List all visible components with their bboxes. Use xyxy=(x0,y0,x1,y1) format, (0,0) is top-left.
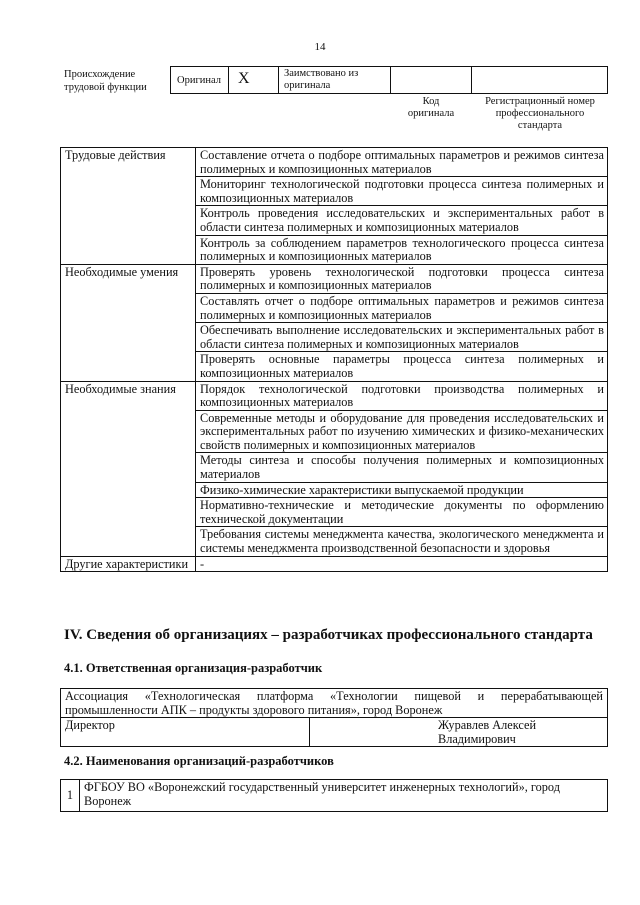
table-row xyxy=(61,718,608,747)
table-row xyxy=(61,381,608,410)
code-caption-line2: оригинала xyxy=(407,108,455,119)
origin-label-line1: Происхождение xyxy=(64,69,136,80)
dev-number: 1 xyxy=(61,780,80,812)
original-mark-cell xyxy=(228,66,279,94)
developers-table xyxy=(60,779,608,812)
subsection-title-responsible: 4.1. Ответственная организация-разработчик xyxy=(64,661,323,675)
list-item: Проверять уровень технологической подготовки процесса синтеза полимерных и композиционных материалов xyxy=(196,264,608,293)
group-label-skills: Необходимые умения xyxy=(61,264,196,381)
director-name: Журавлев Алексей Владимирович xyxy=(310,718,608,747)
list-item: Нормативно-технические и методические документы по оформлению технической документации xyxy=(196,498,608,527)
director-label: Директор xyxy=(61,718,310,747)
list-item: Методы синтеза и способы получения полимерных и композиционных материалов xyxy=(196,453,608,482)
list-item: Требования системы менеджмента качества, экологического менеджмента и системы менеджмента производственной безопасности и здоровья xyxy=(196,527,608,556)
list-item: Современные методы и оборудование для проведения исследовательских и экспериментальных работ по изучению химических и физико-механических свойств полимерных и композиционных материалов xyxy=(196,410,608,453)
group-label-actions: Трудовые действия xyxy=(61,148,196,265)
list-item: Обеспечивать выполнение исследовательских и экспериментальных работ в области синтеза полимерных и композиционных материалов xyxy=(196,323,608,352)
group-label-other: Другие характеристики xyxy=(61,556,196,572)
table-row xyxy=(61,689,608,718)
list-item: - xyxy=(196,556,608,572)
list-item: Составлять отчет о подборе оптимальных параметров и режимов синтеза полимерных и композиционных материалов xyxy=(196,293,608,322)
list-item: Мониторинг технологической подготовки процесса синтеза полимерных и композиционных материалов xyxy=(196,177,608,206)
code-caption-line1: Код xyxy=(422,96,440,107)
code-caption xyxy=(398,96,464,120)
reg-number-cell xyxy=(471,66,608,94)
table-row xyxy=(61,264,608,293)
group-label-knowledge: Необходимые знания xyxy=(61,381,196,556)
origin-label-line2: трудовой функции xyxy=(64,82,147,93)
table-row xyxy=(61,556,608,572)
table-row xyxy=(61,148,608,177)
reg-caption xyxy=(474,96,606,132)
page-number: 14 xyxy=(314,41,326,53)
original-mark: X xyxy=(238,70,250,87)
org-name: Ассоциация «Технологическая платформа «Технологии пищевой и перерабатывающей промышленности АПК – продукты здорового питания», город Воронеж xyxy=(61,689,608,718)
borrowed-line2: оригинала xyxy=(284,80,331,91)
reg-caption-line1: Регистрационный номер xyxy=(485,96,595,107)
labor-function-table xyxy=(60,147,608,572)
responsible-org-table xyxy=(60,688,608,747)
list-item: Контроль за соблюдением параметров технологического процесса синтеза полимерных и композиционных материалов xyxy=(196,235,608,264)
list-item: Порядок технологической подготовки производства полимерных и композиционных материалов xyxy=(196,381,608,410)
list-item: Проверять основные параметры процесса синтеза полимерных и композиционных материалов xyxy=(196,352,608,381)
list-item: Физико-химические характеристики выпускаемой продукции xyxy=(196,482,608,498)
reg-caption-line2: профессионального xyxy=(495,108,585,119)
borrowed-cell xyxy=(278,66,391,94)
dev-name: ФГБОУ ВО «Воронежский государственный университет инженерных технологий», город Воронеж xyxy=(80,780,608,812)
subsection-title-developers: 4.2. Наименования организаций-разработчиков xyxy=(64,754,334,768)
code-cell xyxy=(390,66,472,94)
list-item: Составление отчета о подборе оптимальных параметров и режимов синтеза полимерных и композиционных материалов xyxy=(196,148,608,177)
origin-label xyxy=(64,68,168,94)
reg-caption-line3: стандарта xyxy=(517,120,563,131)
original-label: Оригинал xyxy=(177,75,221,86)
table-row xyxy=(61,780,608,812)
list-item: Контроль проведения исследовательских и экспериментальных работ в области синтеза полимерных и композиционных материалов xyxy=(196,206,608,235)
section-title: IV. Сведения об организациях – разработчиках профессионального стандарта xyxy=(64,627,593,643)
original-cell xyxy=(170,66,229,94)
borrowed-line1: Заимствовано из xyxy=(284,68,359,79)
